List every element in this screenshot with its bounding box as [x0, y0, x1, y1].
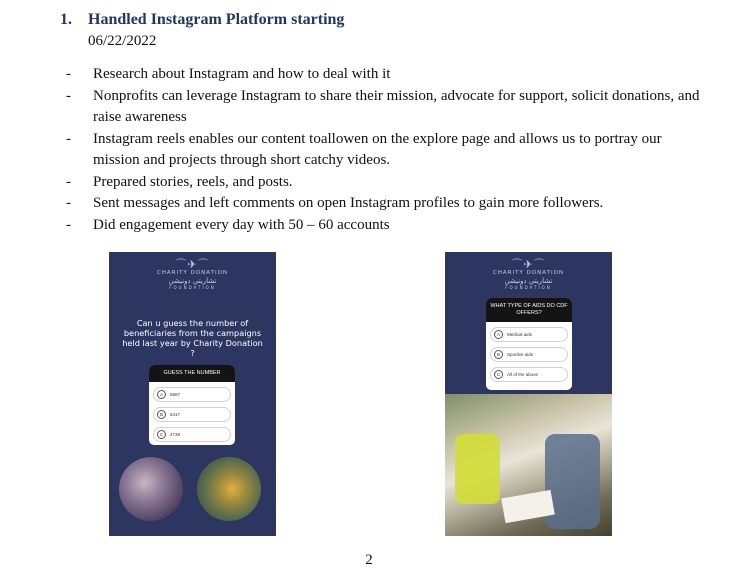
- quiz-option: [153, 387, 231, 402]
- bullet-text: Nonprofits can leverage Instagram to share their mission, advocate for support, solicit donations, and raise awareness: [93, 87, 700, 125]
- logo-text-ar: تشاريتي دونيشن: [168, 277, 217, 285]
- bullet-dash: -: [66, 173, 71, 190]
- beneficiaries-photo-circle: [119, 457, 183, 521]
- quiz-option: [490, 327, 568, 342]
- bullet-dash: -: [66, 87, 71, 104]
- bullet-text: Prepared stories, reels, and posts.: [93, 173, 293, 190]
- logo-text-en: CHARITY DONATION: [492, 270, 565, 276]
- quiz-option: [153, 427, 231, 442]
- logo-text-sub: FOUNDATION: [505, 285, 552, 290]
- dove-icon: ⌒✈⌒: [175, 258, 210, 271]
- option-text: 6417: [170, 412, 181, 417]
- option-text: Medical aids: [507, 332, 533, 337]
- dove-icon: ⌒✈⌒: [511, 258, 546, 271]
- bullet-item: [62, 193, 702, 215]
- instagram-story-quiz-aids: [445, 252, 612, 536]
- charity-donation-logo: [445, 260, 612, 291]
- bullet-item: [62, 129, 702, 172]
- option-text: 5687: [170, 392, 181, 397]
- bullet-dash: -: [66, 130, 71, 147]
- volunteers-photo-circle: [197, 457, 261, 521]
- quiz-option: [490, 347, 568, 362]
- beneficiary-figure: [545, 434, 600, 529]
- instagram-story-quiz-number: [109, 252, 276, 536]
- logo-text-en: CHARITY DONATION: [156, 270, 229, 276]
- quiz-header: GUESS THE NUMBER: [149, 365, 235, 382]
- option-letter: C: [494, 370, 503, 379]
- quiz-sticker: [486, 298, 572, 390]
- quiz-option: [153, 407, 231, 422]
- bullet-text: Instagram reels enables our content toallowen on the explore page and allows us to portray our mission and projects through short catchy videos.: [93, 130, 662, 168]
- bullet-dash: -: [66, 195, 71, 211]
- option-letter: A: [157, 390, 166, 399]
- section-number: 1.: [60, 11, 72, 28]
- volunteers-signing-photo: [445, 394, 612, 536]
- charity-donation-logo: [109, 260, 276, 291]
- section-date: 06/22/2022: [88, 33, 157, 49]
- option-letter: B: [494, 350, 503, 359]
- bullet-list: [62, 64, 702, 236]
- bullet-item: [62, 86, 702, 129]
- bullet-dash: -: [66, 216, 71, 233]
- option-text: Sportive aids: [507, 352, 534, 357]
- volunteer-vest-figure: [455, 434, 500, 504]
- bullet-item: [62, 172, 702, 194]
- quiz-option: [490, 367, 568, 382]
- quiz-header: WHAT TYPE OF AIDS DO CDF OFFERS?: [486, 298, 572, 322]
- section-title: Handled Instagram Platform starting: [88, 11, 345, 28]
- option-letter: C: [157, 430, 166, 439]
- option-text: 4738: [170, 432, 181, 437]
- bullet-text: Did engagement every day with 50 – 60 accounts: [93, 216, 390, 233]
- page-number: 2: [365, 552, 373, 568]
- bullet-item: [62, 215, 702, 237]
- option-letter: B: [157, 410, 166, 419]
- logo-text-ar: تشاريتي دونيشن: [504, 277, 553, 285]
- bullet-text: Sent messages and left comments on open Instagram profiles to gain more followers.: [93, 195, 604, 211]
- story-question: Can u guess the number of beneficiaries from the campaigns held last year by Charity Donation ?: [122, 318, 263, 358]
- logo-text-sub: FOUNDATION: [169, 285, 216, 290]
- option-letter: A: [494, 330, 503, 339]
- option-text: All of the above: [507, 372, 539, 377]
- section-heading: [60, 11, 344, 29]
- bullet-text: Research about Instagram and how to deal with it: [93, 66, 391, 82]
- bullet-dash: -: [66, 66, 71, 82]
- bullet-item: [62, 64, 702, 86]
- quiz-sticker: [149, 365, 235, 445]
